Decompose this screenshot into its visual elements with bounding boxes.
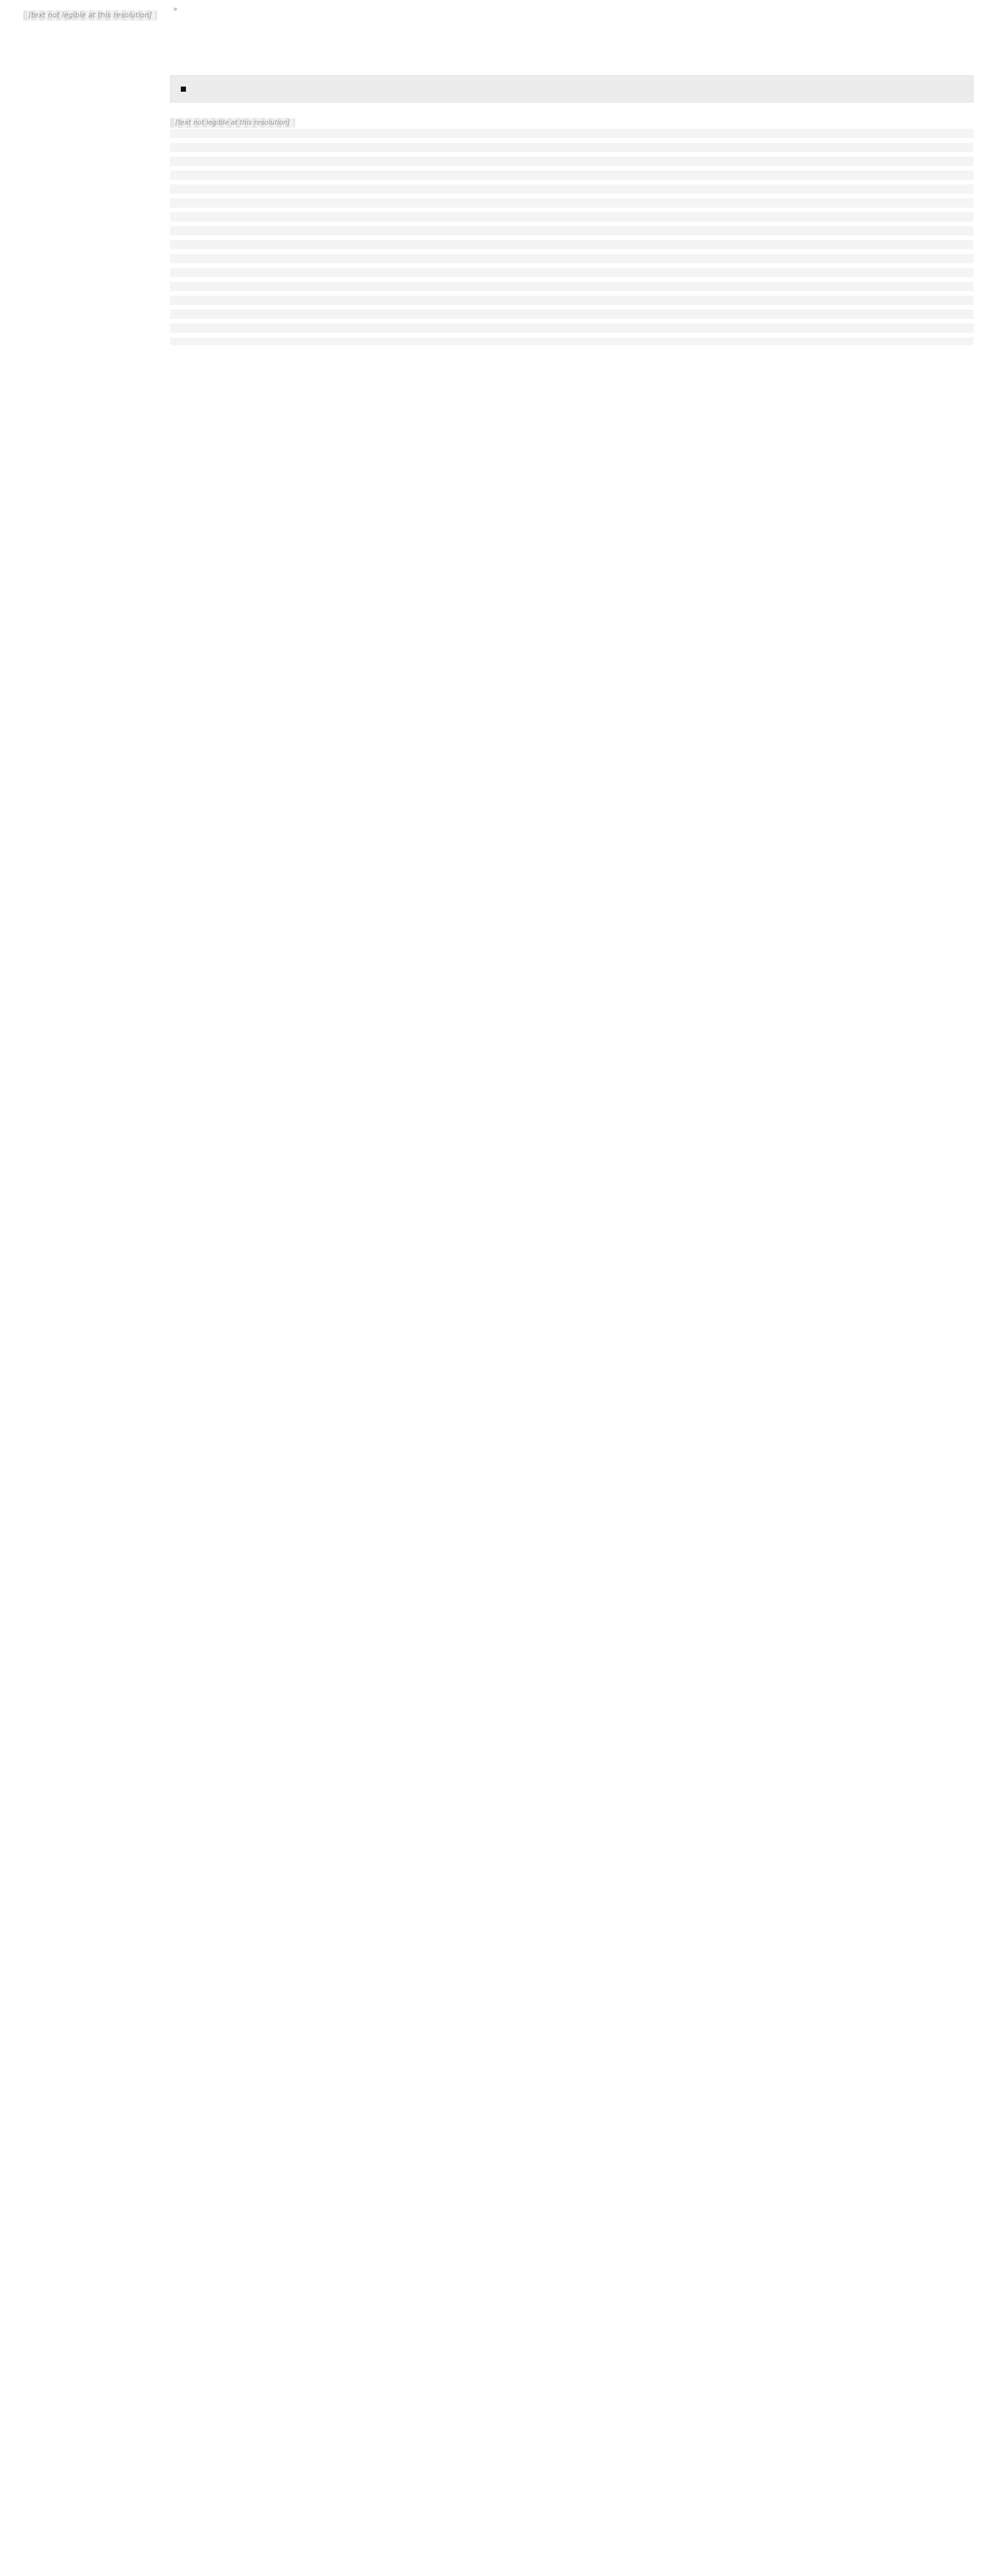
left-nav-unreadable: [text not legible at this resolution] bbox=[23, 10, 157, 21]
left-nav bbox=[21, 5, 160, 21]
breadcrumb bbox=[170, 5, 974, 13]
thread-post bbox=[170, 118, 974, 345]
post-body-unreadable bbox=[170, 129, 974, 345]
post-header-unreadable: [text not legible at this resolution] bbox=[170, 118, 295, 128]
thread-main bbox=[170, 5, 974, 364]
post-body bbox=[170, 129, 974, 345]
left-nav-list bbox=[21, 10, 160, 21]
archive-notice bbox=[170, 75, 974, 103]
post-header bbox=[170, 118, 974, 128]
notice-bullet-icon bbox=[181, 87, 186, 92]
breadcrumb-separator: » bbox=[173, 5, 178, 13]
